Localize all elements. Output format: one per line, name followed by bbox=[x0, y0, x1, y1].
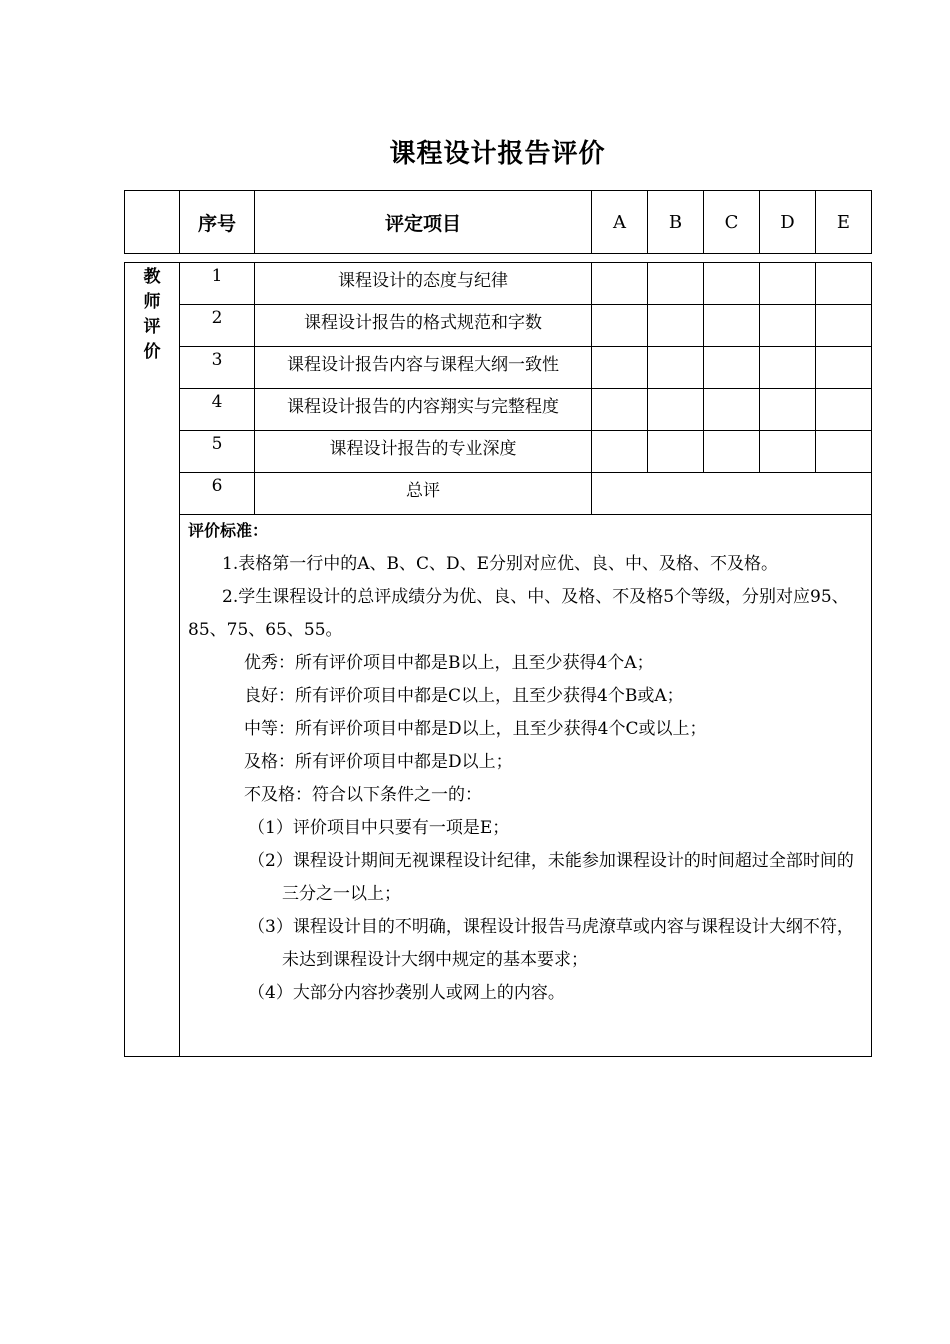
grade-cell[interactable] bbox=[592, 263, 648, 305]
grade-level-medium: 中等：所有评价项目中都是D以上，且至少获得4个C或以上； bbox=[244, 719, 707, 739]
header-grade-d: D bbox=[760, 191, 816, 254]
grade-level-pass: 及格：所有评价项目中都是D以上； bbox=[244, 752, 513, 772]
grade-cell[interactable] bbox=[704, 347, 760, 389]
evaluation-criteria bbox=[180, 515, 872, 1057]
header-seq: 序号 bbox=[180, 191, 255, 254]
fail-condition: （2）课程设计期间无视课程设计纪律，未能参加课程设计的时间超过全部时间的三分之一以上； bbox=[248, 851, 854, 904]
table-row bbox=[125, 263, 872, 305]
row-item: 总评 bbox=[255, 473, 592, 515]
table-row bbox=[125, 389, 872, 431]
header-item: 评定项目 bbox=[255, 191, 592, 254]
grade-cell[interactable] bbox=[648, 347, 704, 389]
grade-cell[interactable] bbox=[704, 431, 760, 473]
fail-condition: （1）评价项目中只要有一项是E； bbox=[248, 818, 510, 838]
grade-cell[interactable] bbox=[592, 431, 648, 473]
criteria-title: 评价标准： bbox=[188, 521, 269, 540]
row-item: 课程设计报告的格式规范和字数 bbox=[255, 305, 592, 347]
row-number: 4 bbox=[180, 389, 255, 431]
row-number: 2 bbox=[180, 305, 255, 347]
grade-cell[interactable] bbox=[760, 389, 816, 431]
row-number: 1 bbox=[180, 263, 255, 305]
grade-cell[interactable] bbox=[816, 389, 872, 431]
grade-cell[interactable] bbox=[816, 305, 872, 347]
overall-grade-cell[interactable] bbox=[592, 473, 872, 515]
fail-condition: （3）课程设计目的不明确，课程设计报告马虎潦草或内容与课程设计大纲不符，未达到课程设计大纲中规定的基本要求； bbox=[248, 917, 854, 970]
row-item: 课程设计报告内容与课程大纲一致性 bbox=[255, 347, 592, 389]
grade-cell[interactable] bbox=[816, 431, 872, 473]
criteria-paragraph: 1.表格第一行中的A、B、C、D、E分别对应优、良、中、及格、不及格。 bbox=[222, 554, 779, 574]
table-row bbox=[125, 431, 872, 473]
grade-cell[interactable] bbox=[648, 263, 704, 305]
grade-cell[interactable] bbox=[760, 431, 816, 473]
grade-cell[interactable] bbox=[760, 263, 816, 305]
section-label-teacher-eval: 教 师 评 价 bbox=[125, 263, 180, 1057]
grade-cell[interactable] bbox=[648, 431, 704, 473]
grade-cell[interactable] bbox=[760, 347, 816, 389]
row-number: 3 bbox=[180, 347, 255, 389]
fail-condition: （4）大部分内容抄袭别人或网上的内容。 bbox=[248, 983, 565, 1003]
row-item: 课程设计的态度与纪律 bbox=[255, 263, 592, 305]
header-grade-e: E bbox=[816, 191, 872, 254]
table-row bbox=[125, 473, 872, 515]
table-row bbox=[125, 305, 872, 347]
page-title: 课程设计报告评价 bbox=[389, 139, 606, 169]
grade-cell[interactable] bbox=[760, 305, 816, 347]
grade-cell[interactable] bbox=[592, 347, 648, 389]
header-grade-b: B bbox=[648, 191, 704, 254]
row-item: 课程设计报告的专业深度 bbox=[255, 431, 592, 473]
table-row bbox=[125, 347, 872, 389]
row-item: 课程设计报告的内容翔实与完整程度 bbox=[255, 389, 592, 431]
row-number: 5 bbox=[180, 431, 255, 473]
grade-cell[interactable] bbox=[648, 389, 704, 431]
grade-level-excellent: 优秀：所有评价项目中都是B以上，且至少获得4个A； bbox=[244, 653, 654, 673]
grade-cell[interactable] bbox=[816, 263, 872, 305]
criteria-paragraph: 2.学生课程设计的总评成绩分为优、良、中、及格、不及格5个等级，分别对应95、85、75、65、55。 bbox=[188, 587, 849, 640]
header-grade-c: C bbox=[704, 191, 760, 254]
header-blank-cell bbox=[125, 191, 180, 254]
grade-level-good: 良好：所有评价项目中都是C以上，且至少获得4个B或A； bbox=[244, 686, 684, 706]
grade-cell[interactable] bbox=[816, 347, 872, 389]
grade-cell[interactable] bbox=[592, 305, 648, 347]
grade-cell[interactable] bbox=[704, 305, 760, 347]
grade-cell[interactable] bbox=[648, 305, 704, 347]
grade-level-fail: 不及格：符合以下条件之一的： bbox=[244, 785, 482, 805]
row-number: 6 bbox=[180, 473, 255, 515]
grade-cell[interactable] bbox=[704, 263, 760, 305]
evaluation-table bbox=[124, 262, 872, 1057]
grade-cell[interactable] bbox=[704, 389, 760, 431]
grade-cell[interactable] bbox=[592, 389, 648, 431]
header-table bbox=[124, 190, 872, 254]
header-grade-a: A bbox=[592, 191, 648, 254]
